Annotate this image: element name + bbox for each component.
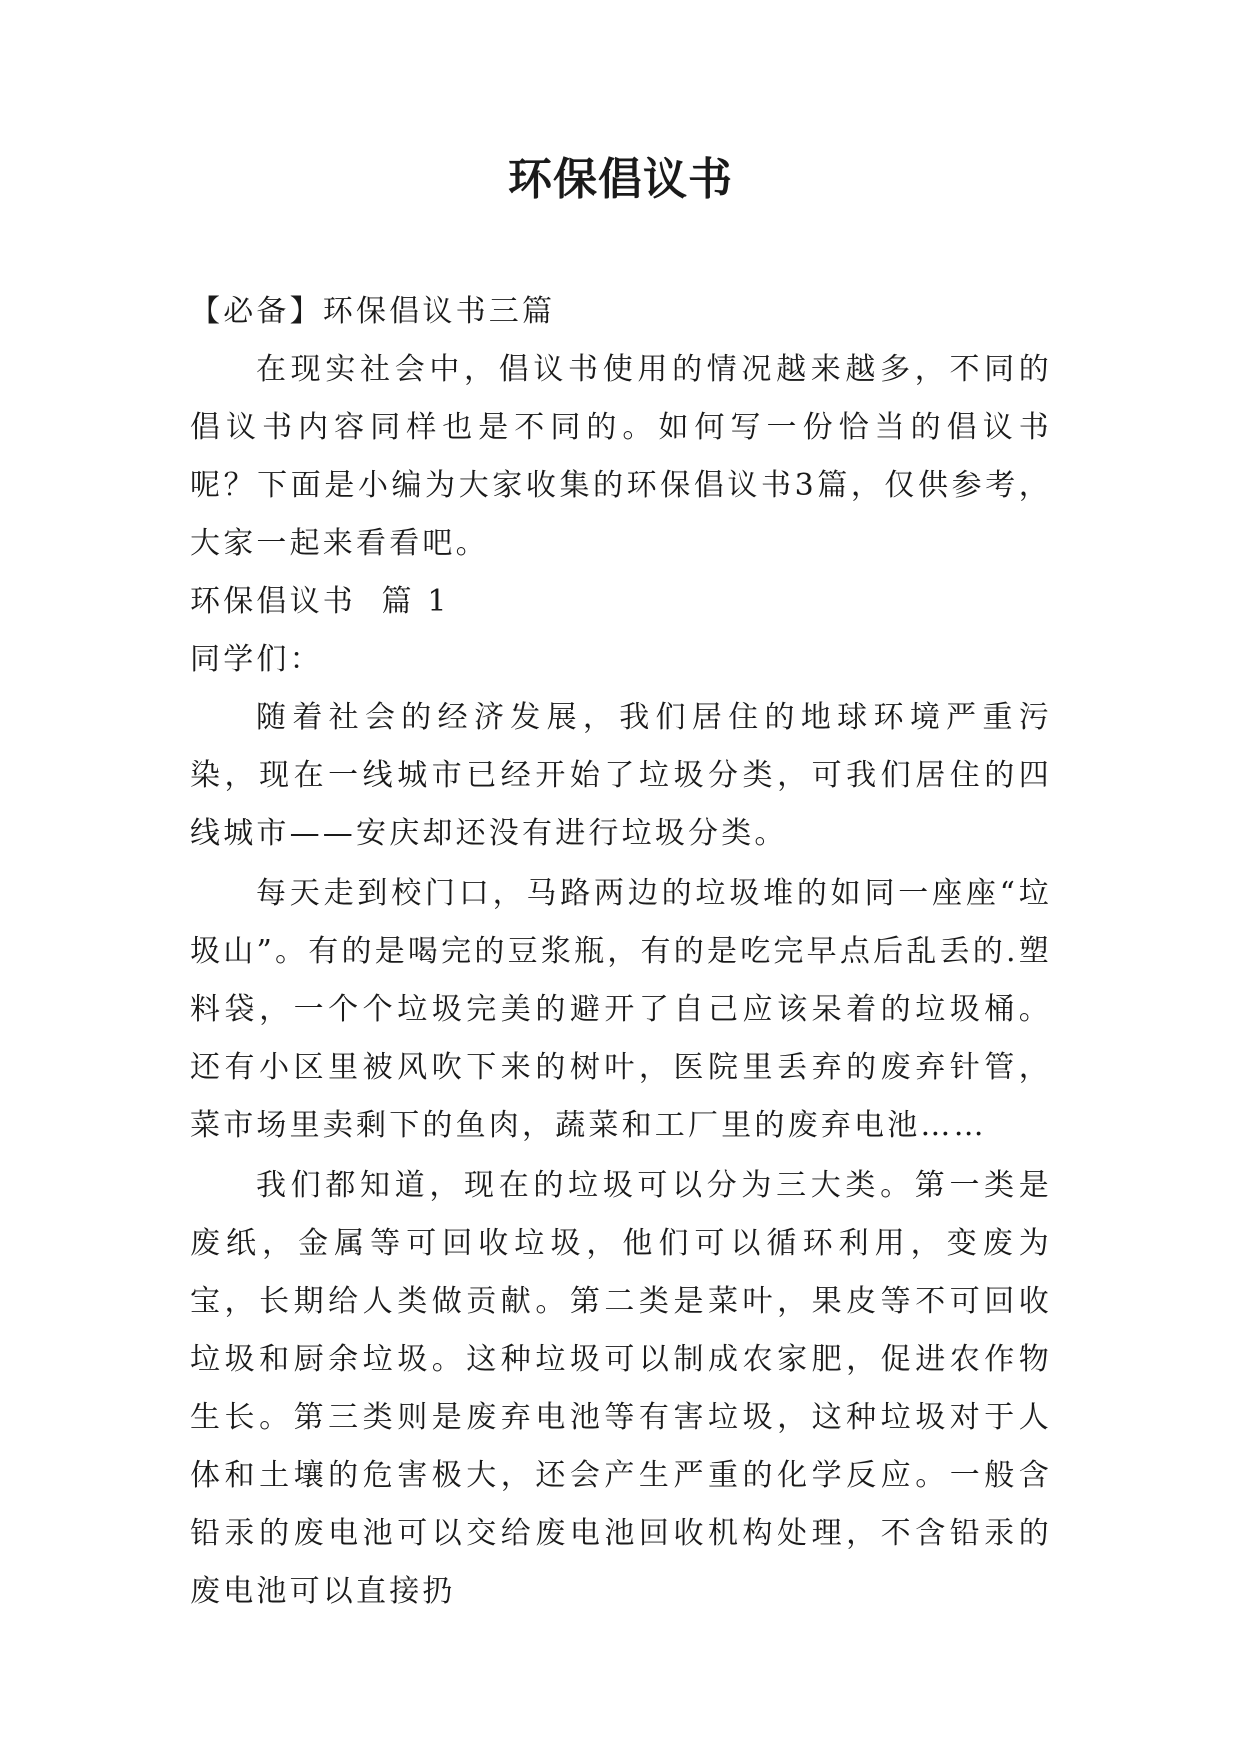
document-subtitle: 【必备】环保倡议书三篇 — [190, 294, 556, 329]
body-paragraph-1: 随着社会的经济发展，我们居住的地球环境严重污染，现在一线城市已经开始了垃圾分类，可我们居住的四线城市——安庆却还没有进行垃圾分类。 — [190, 700, 1052, 851]
salutation: 同学们： — [190, 642, 323, 677]
intro-paragraph: 在现实社会中，倡议书使用的情况越来越多，不同的倡议书内容同样也是不同的。如何写一份恰当的倡议书呢？下面是小编为大家收集的环保倡议书3篇，仅供参考，大家一起来看看吧。 — [190, 352, 1052, 561]
document-body — [190, 283, 1052, 1621]
document-title: 环保倡议书 — [508, 154, 733, 205]
body-paragraph-3: 我们都知道，现在的垃圾可以分为三大类。第一类是废纸，金属等可回收垃圾，他们可以循环利用，变废为宝，长期给人类做贡献。第二类是菜叶，果皮等不可回收垃圾和厨余垃圾。这种垃圾可以制成农家肥，促进农作物生长。第三类则是废弃电池等有害垃圾，这种垃圾对于人体和土壤的危害极大，还会产生严重的化学反应。一般含铅汞的废电池可以交给废电池回收机构处理，不含铅汞的废电池可以直接扔 — [190, 1168, 1052, 1609]
section-heading: 环保倡议书 篇 1 — [190, 584, 450, 619]
body-paragraph-2: 每天走到校门口，马路两边的垃圾堆的如同一座座“垃圾山”。有的是喝完的豆浆瓶，有的是吃完早点后乱丢的.塑料袋，一个个垃圾完美的避开了自己应该呆着的垃圾桶。还有小区里被风吹下来的树叶，医院里丢弃的废弃针管，菜市场里卖剩下的鱼肉，蔬菜和工厂里的废弃电池…… — [190, 876, 1052, 1143]
